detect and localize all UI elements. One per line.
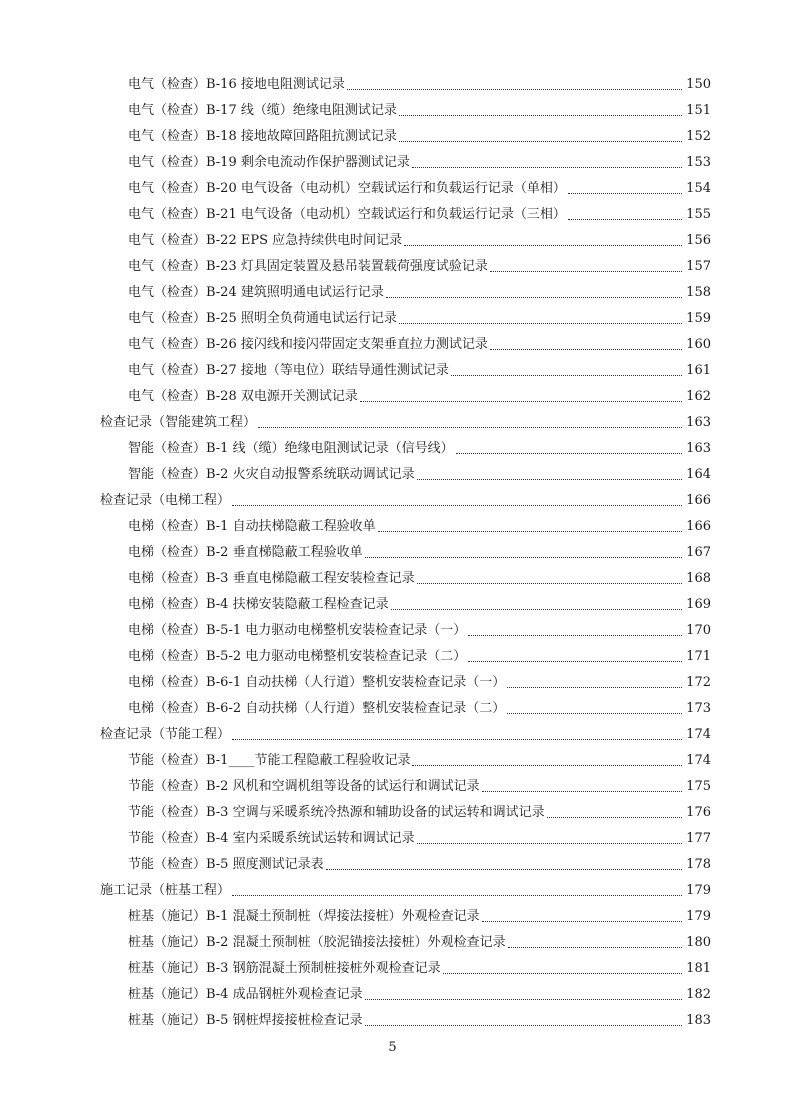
toc-entry-page: 150 bbox=[686, 77, 711, 92]
dot-leader bbox=[451, 374, 682, 376]
dot-leader bbox=[547, 816, 683, 818]
toc-entry[interactable] bbox=[128, 826, 711, 852]
toc-entry-page: 167 bbox=[686, 545, 711, 560]
toc-entry-title: 电气（检查）B-26 接闪线和接闪带固定支架垂直拉力测试记录 bbox=[128, 337, 488, 352]
dot-leader bbox=[412, 764, 682, 766]
toc-entry-title: 智能（检查）B-1 线（缆）绝缘电阻测试记录（信号线） bbox=[128, 441, 454, 456]
dot-leader bbox=[391, 608, 683, 610]
toc-entry-title: 电梯（检查）B-6-1 自动扶梯（人行道）整机安装检查记录（一） bbox=[128, 675, 506, 690]
toc-entry-title: 电气（检查）B-28 双电源开关测试记录 bbox=[128, 389, 358, 404]
toc-entry-page: 161 bbox=[686, 363, 711, 378]
toc-entry[interactable] bbox=[128, 696, 711, 722]
dot-leader bbox=[508, 946, 683, 948]
dot-leader bbox=[468, 660, 682, 662]
toc-entry[interactable] bbox=[128, 462, 711, 488]
toc-entry[interactable] bbox=[128, 384, 711, 410]
toc-entry-page: 155 bbox=[686, 207, 711, 222]
toc-entry[interactable] bbox=[128, 176, 711, 202]
toc-entry-title: 电气（检查）B-24 建筑照明通电试运行记录 bbox=[128, 285, 384, 300]
toc-entry-page: 163 bbox=[686, 415, 711, 430]
toc-entry-title: 检查记录（电梯工程） bbox=[100, 493, 231, 508]
toc-entry-page: 160 bbox=[686, 337, 711, 352]
dot-leader bbox=[365, 998, 683, 1000]
toc-entry[interactable] bbox=[128, 592, 711, 618]
toc-entry-page: 170 bbox=[686, 623, 711, 638]
toc-entry[interactable] bbox=[128, 1008, 711, 1034]
dot-leader bbox=[507, 712, 682, 714]
toc-entry[interactable] bbox=[128, 670, 711, 696]
toc-entry-page: 175 bbox=[686, 779, 711, 794]
dot-leader bbox=[443, 972, 683, 974]
toc-entry[interactable] bbox=[128, 930, 711, 956]
toc-entry[interactable] bbox=[128, 748, 711, 774]
toc-entry-title: 电气（检查）B-25 照明全负荷通电试运行记录 bbox=[128, 311, 397, 326]
toc-entry-page: 169 bbox=[686, 597, 711, 612]
toc-entry-page: 174 bbox=[686, 753, 711, 768]
toc-entry[interactable] bbox=[128, 956, 711, 982]
toc-entry-title: 电梯（检查）B-4 扶梯安装隐蔽工程检查记录 bbox=[128, 597, 389, 612]
toc-entry[interactable] bbox=[128, 150, 711, 176]
toc-entry[interactable] bbox=[128, 306, 711, 332]
dot-leader bbox=[258, 426, 682, 428]
toc-entry-page: 179 bbox=[686, 883, 711, 898]
toc-entry-page: 156 bbox=[686, 233, 711, 248]
toc-entry[interactable] bbox=[128, 124, 711, 150]
toc-entry[interactable] bbox=[128, 332, 711, 358]
dot-leader bbox=[378, 530, 683, 532]
toc-entry-page: 158 bbox=[686, 285, 711, 300]
toc-entry-page: 174 bbox=[686, 727, 711, 742]
toc-entry-title: 电梯（检查）B-5-1 电力驱动电梯整机安装检查记录（一） bbox=[128, 623, 467, 638]
toc-entry-title: 节能（检查）B-5 照度测试记录表 bbox=[128, 857, 324, 872]
dot-leader bbox=[507, 686, 682, 688]
dot-leader bbox=[326, 868, 683, 870]
dot-leader bbox=[456, 452, 683, 454]
toc-entry-title: 电梯（检查）B-5-2 电力驱动电梯整机安装检查记录（二） bbox=[128, 649, 467, 664]
toc-entry-title: 电气（检查）B-19 剩余电流动作保护器测试记录 bbox=[128, 155, 410, 170]
toc-entry[interactable] bbox=[128, 540, 711, 566]
dot-leader bbox=[412, 166, 682, 168]
dot-leader bbox=[404, 244, 682, 246]
toc-entry[interactable] bbox=[100, 410, 711, 436]
toc-entry[interactable] bbox=[128, 800, 711, 826]
dot-leader bbox=[360, 400, 682, 402]
dot-leader bbox=[490, 348, 682, 350]
dot-leader bbox=[232, 504, 682, 506]
toc-entry-title: 电气（检查）B-27 接地（等电位）联结导通性测试记录 bbox=[128, 363, 449, 378]
toc-entry[interactable] bbox=[100, 878, 711, 904]
toc-entry-page: 172 bbox=[686, 675, 711, 690]
toc-entry-title: 节能（检查）B-1____节能工程隐蔽工程验收记录 bbox=[128, 753, 411, 768]
dot-leader bbox=[365, 556, 683, 558]
toc-entry-page: 178 bbox=[686, 857, 711, 872]
toc-entry[interactable] bbox=[128, 72, 711, 98]
dot-leader bbox=[468, 634, 682, 636]
toc-entry-page: 171 bbox=[686, 649, 711, 664]
toc-entry-title: 智能（检查）B-2 火灾自动报警系统联动调试记录 bbox=[128, 467, 415, 482]
toc-entry[interactable] bbox=[128, 202, 711, 228]
toc-entry-page: 173 bbox=[686, 701, 711, 716]
toc-entry[interactable] bbox=[128, 852, 711, 878]
toc-entry-title: 节能（检查）B-2 风机和空调机组等设备的试运行和调试记录 bbox=[128, 779, 480, 794]
toc-entry-title: 电气（检查）B-18 接地故障回路阻抗测试记录 bbox=[128, 129, 397, 144]
toc-entry-title: 电梯（检查）B-1 自动扶梯隐蔽工程验收单 bbox=[128, 519, 376, 534]
dot-leader bbox=[482, 790, 683, 792]
toc-entry-page: 152 bbox=[686, 129, 711, 144]
toc-entry[interactable] bbox=[128, 566, 711, 592]
toc-entry-page: 177 bbox=[686, 831, 711, 846]
toc-entry-page: 179 bbox=[686, 909, 711, 924]
toc-entry-title: 检查记录（智能建筑工程） bbox=[100, 415, 257, 430]
toc-entry[interactable] bbox=[128, 514, 711, 540]
toc-entry-page: 182 bbox=[686, 987, 711, 1002]
toc-entry-title: 检查记录（节能工程） bbox=[100, 727, 231, 742]
toc-entry-page: 166 bbox=[686, 493, 711, 508]
dot-leader bbox=[417, 478, 683, 480]
toc-entry-page: 163 bbox=[686, 441, 711, 456]
toc-entry-title: 电气（检查）B-23 灯具固定装置及悬吊装置载荷强度试验记录 bbox=[128, 259, 488, 274]
dot-leader bbox=[417, 842, 683, 844]
toc-entry-title: 电气（检查）B-22 EPS 应急持续供电时间记录 bbox=[128, 233, 403, 248]
toc-entry-page: 176 bbox=[686, 805, 711, 820]
toc-entry[interactable] bbox=[128, 436, 711, 462]
dot-leader bbox=[232, 894, 682, 896]
toc-entry[interactable] bbox=[128, 228, 711, 254]
toc-entry-page: 154 bbox=[686, 181, 711, 196]
table-of-contents bbox=[0, 72, 785, 1034]
dot-leader bbox=[347, 88, 682, 90]
toc-entry[interactable] bbox=[128, 358, 711, 384]
toc-entry-page: 168 bbox=[686, 571, 711, 586]
dot-leader bbox=[399, 322, 682, 324]
toc-entry[interactable] bbox=[100, 722, 711, 748]
dot-leader bbox=[490, 270, 682, 272]
toc-entry-title: 电梯（检查）B-3 垂直电梯隐蔽工程安装检查记录 bbox=[128, 571, 415, 586]
toc-entry[interactable] bbox=[128, 904, 711, 930]
toc-entry[interactable] bbox=[128, 280, 711, 306]
toc-entry-page: 159 bbox=[686, 311, 711, 326]
toc-entry-page: 162 bbox=[686, 389, 711, 404]
toc-entry-page: 183 bbox=[686, 1013, 711, 1028]
toc-entry-page: 151 bbox=[686, 103, 711, 118]
toc-entry-title: 电气（检查）B-20 电气设备（电动机）空载试运行和负载运行记录（单相） bbox=[128, 181, 566, 196]
toc-entry-page: 157 bbox=[686, 259, 711, 274]
toc-entry[interactable] bbox=[128, 982, 711, 1008]
dot-leader bbox=[399, 140, 682, 142]
dot-leader bbox=[386, 296, 682, 298]
toc-entry-title: 桩基（施记）B-3 钢筋混凝土预制桩接桩外观检查记录 bbox=[128, 961, 441, 976]
toc-entry[interactable] bbox=[128, 774, 711, 800]
dot-leader bbox=[482, 920, 683, 922]
toc-entry-title: 桩基（施记）B-4 成品钢桩外观检查记录 bbox=[128, 987, 363, 1002]
toc-entry-title: 施工记录（桩基工程） bbox=[100, 883, 231, 898]
toc-entry-title: 电气（检查）B-16 接地电阻测试记录 bbox=[128, 77, 345, 92]
toc-entry-title: 桩基（施记）B-5 钢桩焊接接桩检查记录 bbox=[128, 1013, 363, 1028]
toc-entry-page: 166 bbox=[686, 519, 711, 534]
toc-entry[interactable] bbox=[100, 488, 711, 514]
toc-entry[interactable] bbox=[128, 98, 711, 124]
dot-leader bbox=[365, 1024, 683, 1026]
toc-entry-page: 153 bbox=[686, 155, 711, 170]
toc-entry-title: 电气（检查）B-21 电气设备（电动机）空载试运行和负载运行记录（三相） bbox=[128, 207, 566, 222]
toc-entry-page: 181 bbox=[686, 961, 711, 976]
toc-entry-page: 180 bbox=[686, 935, 711, 950]
dot-leader bbox=[399, 114, 682, 116]
dot-leader bbox=[568, 192, 682, 194]
toc-entry-page: 164 bbox=[686, 467, 711, 482]
toc-entry-title: 节能（检查）B-4 室内采暖系统试运转和调试记录 bbox=[128, 831, 415, 846]
toc-entry-title: 桩基（施记）B-2 混凝土预制桩（胶泥锚接法接桩）外观检查记录 bbox=[128, 935, 506, 950]
dot-leader bbox=[232, 738, 682, 740]
toc-entry[interactable] bbox=[128, 618, 711, 644]
page-number: 5 bbox=[388, 1040, 397, 1055]
dot-leader bbox=[568, 218, 682, 220]
toc-entry-title: 节能（检查）B-3 空调与采暖系统冷热源和辅助设备的试运转和调试记录 bbox=[128, 805, 545, 820]
toc-entry-title: 电梯（检查）B-2 垂直梯隐蔽工程验收单 bbox=[128, 545, 363, 560]
toc-entry[interactable] bbox=[128, 644, 711, 670]
toc-entry-title: 桩基（施记）B-1 混凝土预制桩（焊接法接桩）外观检查记录 bbox=[128, 909, 480, 924]
toc-entry-title: 电梯（检查）B-6-2 自动扶梯（人行道）整机安装检查记录（二） bbox=[128, 701, 506, 716]
toc-entry-title: 电气（检查）B-17 线（缆）绝缘电阻测试记录 bbox=[128, 103, 397, 118]
dot-leader bbox=[417, 582, 683, 584]
toc-entry[interactable] bbox=[128, 254, 711, 280]
